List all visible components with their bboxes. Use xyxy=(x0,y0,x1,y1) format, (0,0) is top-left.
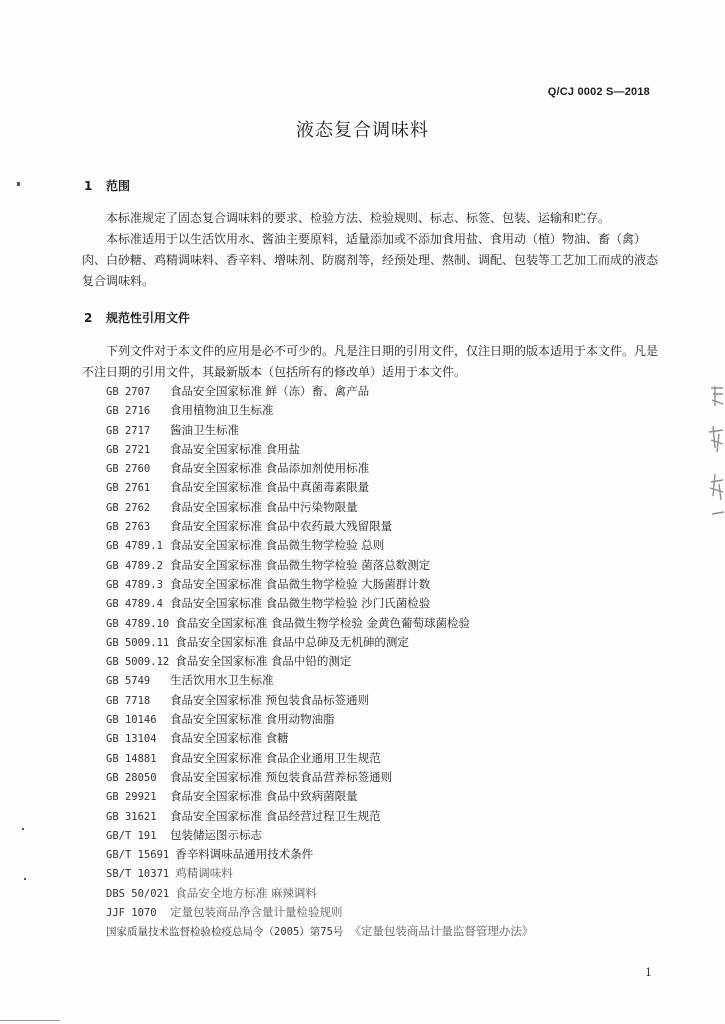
reference-item xyxy=(106,498,533,517)
reference-code: GB 2716 xyxy=(106,405,151,418)
reference-code: GB 4789.1 xyxy=(106,540,163,553)
reference-title: 食品安全国家标准 食品中真菌毒素限量 xyxy=(170,480,370,495)
reference-item xyxy=(106,575,533,594)
reference-title: 食品安全国家标准 食品中总砷及无机砷的测定 xyxy=(175,634,409,649)
reference-title: 食品安全国家标准 食用动物油脂 xyxy=(170,712,335,727)
reference-title: 食品安全国家标准 食品微生物学检验 沙门氏菌检验 xyxy=(170,596,431,611)
reference-code: GB 13104 xyxy=(106,733,157,746)
reference-item xyxy=(106,478,533,497)
reference-item xyxy=(106,787,533,806)
reference-title: 食品安全国家标准 食品中铅的测定 xyxy=(175,654,352,669)
reference-item xyxy=(106,594,533,613)
section-2-heading xyxy=(84,309,190,326)
reference-title: 包装储运图示标志 xyxy=(170,827,262,842)
reference-list xyxy=(106,382,533,942)
reference-title: 《定量包装商品计量监督管理办法》 xyxy=(349,924,534,939)
scan-edge-line xyxy=(0,1020,60,1021)
reference-title: 酱油卫生标准 xyxy=(170,422,239,437)
section-number: 2 xyxy=(84,311,93,325)
reference-item xyxy=(106,652,533,671)
reference-item xyxy=(106,440,533,459)
document-title: 液态复合调味料 xyxy=(296,120,429,141)
reference-title: 食品安全国家标准 食品企业通用卫生规范 xyxy=(170,750,381,765)
reference-item xyxy=(106,749,533,768)
reference-code: GB 2761 xyxy=(106,482,151,495)
normative-references-intro: 下列文件对于本文件的应用是必不可少的。凡是注日期的引用文件，仅注日期的版本适用于本文件。凡是不注日期的引用文件，其最新版本（包括所有的修改单）适用于本文件。 xyxy=(82,344,659,379)
reference-title: 食品安全国家标准 食品微生物学检验 金黄色葡萄球菌检验 xyxy=(175,615,471,630)
section-1-heading xyxy=(84,177,130,194)
reference-code: GB 2762 xyxy=(106,501,151,514)
reference-item xyxy=(106,401,533,420)
reference-code: GB 2721 xyxy=(106,443,151,456)
reference-item xyxy=(106,517,533,536)
reference-item xyxy=(106,633,533,652)
scan-speck xyxy=(24,878,26,880)
scan-speck xyxy=(22,828,24,830)
reference-code: GB 5749 xyxy=(106,675,151,688)
reference-item xyxy=(106,922,533,941)
reference-code: GB 4789.10 xyxy=(106,617,170,630)
section-title: 范围 xyxy=(106,179,131,193)
reference-title: 食品安全国家标准 预包装食品标签通则 xyxy=(170,692,370,707)
reference-title: 食品安全国家标准 预包装食品营养标签通则 xyxy=(170,769,393,784)
reference-code: GB 2707 xyxy=(106,386,151,398)
reference-title: 食用植物油卫生标准 xyxy=(170,403,274,418)
bleed-through-seal xyxy=(703,382,725,532)
reference-item xyxy=(106,536,533,555)
reference-item xyxy=(106,459,533,478)
reference-title: 鸡精调味料 xyxy=(175,866,233,881)
reference-title: 食品安全国家标准 食糖 xyxy=(170,731,289,746)
reference-title: 食品安全国家标准 食品中致病菌限量 xyxy=(170,789,358,804)
reference-title: 食品安全国家标准 食品中农药最大残留限量 xyxy=(170,519,393,534)
reference-code: GB 31621 xyxy=(106,810,157,823)
reference-item xyxy=(106,807,533,826)
reference-code: GB 14881 xyxy=(106,752,157,765)
reference-item xyxy=(106,729,533,748)
scan-speck xyxy=(17,182,20,186)
reference-code: GB 2717 xyxy=(106,424,151,437)
reference-code: SB/T 10371 xyxy=(106,868,170,881)
reference-title: 食品安全国家标准 食用盐 xyxy=(170,441,301,456)
reference-title: 食品安全国家标准 食品中污染物限量 xyxy=(170,499,358,514)
reference-code: GB/T 15691 xyxy=(106,849,170,862)
reference-item xyxy=(106,864,533,883)
scope-paragraph-1: 本标准规定了固态复合调味料的要求、检验方法、检验规则、标志、标签、包装、运输和贮存。 xyxy=(106,211,611,225)
reference-code: GB 4789.3 xyxy=(106,578,163,591)
reference-title: 食品安全国家标准 食品微生物学检验 总则 xyxy=(170,538,385,553)
reference-title: 食品安全国家标准 食品经营过程卫生规范 xyxy=(170,808,381,823)
reference-item xyxy=(106,884,533,903)
reference-item xyxy=(106,710,533,729)
reference-item xyxy=(106,845,533,864)
reference-code: GB 10146 xyxy=(106,714,157,727)
reference-code: GB 5009.12 xyxy=(106,656,170,669)
reference-item xyxy=(106,671,533,690)
reference-code: GB 5009.11 xyxy=(106,636,170,649)
reference-code: GB 7718 xyxy=(106,694,151,707)
reference-title: 食品安全国家标准 鲜（冻）畜、禽产品 xyxy=(170,384,370,398)
reference-title: 生活饮用水卫生标准 xyxy=(170,673,274,688)
section-title: 规范性引用文件 xyxy=(106,311,191,325)
page-number: 1 xyxy=(645,966,652,979)
reference-code: GB 28050 xyxy=(106,771,157,784)
reference-item xyxy=(106,421,533,440)
reference-code: GB 4789.2 xyxy=(106,559,163,572)
reference-item xyxy=(106,691,533,710)
reference-code: GB 4789.4 xyxy=(106,598,163,611)
reference-item xyxy=(106,614,533,633)
reference-item xyxy=(106,556,533,575)
reference-title: 食品安全地方标准 麻辣调料 xyxy=(175,885,317,900)
reference-title: 食品安全国家标准 食品微生物学检验 大肠菌群计数 xyxy=(170,576,431,591)
reference-item xyxy=(106,826,533,845)
reference-code: GB 29921 xyxy=(106,791,157,804)
reference-title: 食品安全国家标准 食品添加剂使用标准 xyxy=(170,461,370,476)
reference-title: 香辛料调味品通用技术条件 xyxy=(175,847,314,862)
scope-paragraph-2: 本标准适用于以生活饮用水、酱油主要原料，适量添加或不添加食用盐、食用动（植）物油、畜（禽）肉、白砂糖、鸡精调味料、香辛料、增味剂、防腐剂等，经预处理、熬制、调配、包装等工艺加工而成的液态复合调味料。 xyxy=(82,232,659,288)
reference-title: 定量包装商品净含量计量检验规则 xyxy=(170,905,343,920)
reference-item xyxy=(106,768,533,787)
reference-item xyxy=(106,903,533,922)
reference-code: JJF 1070 xyxy=(106,907,157,920)
reference-title: 食品安全国家标准 食品微生物学检验 菌落总数测定 xyxy=(170,557,431,572)
section-number: 1 xyxy=(84,179,93,193)
reference-item xyxy=(106,382,533,401)
reference-code: GB/T 191 xyxy=(106,829,157,842)
reference-code: GB 2760 xyxy=(106,463,151,476)
reference-code: GB 2763 xyxy=(106,521,151,534)
reference-code: DBS 50/021 xyxy=(106,887,170,900)
document-code: Q/CJ 0002 S—2018 xyxy=(547,86,650,98)
reference-code: 国家质量技术监督检验检疫总局令（2005）第75号 xyxy=(106,926,344,939)
